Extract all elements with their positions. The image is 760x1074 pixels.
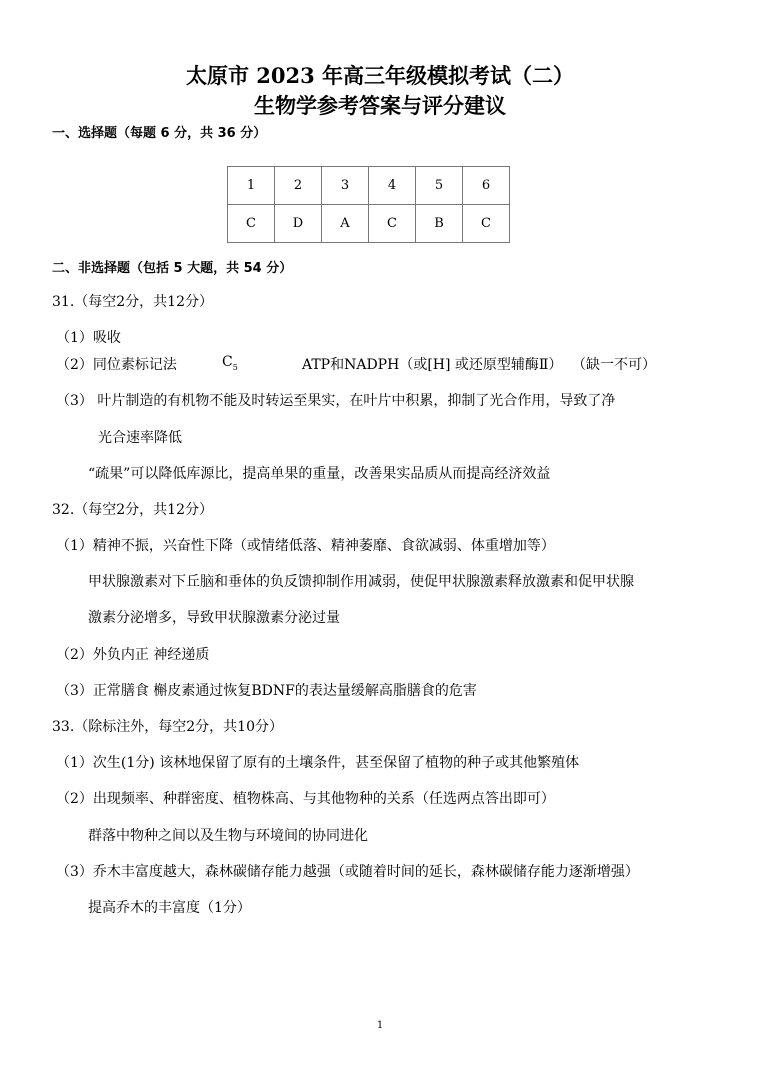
table-cell-answer: C: [228, 205, 275, 243]
table-cell-answer: B: [416, 205, 463, 243]
answer-table: [227, 166, 510, 243]
q31-header: 31.（每空2分，共12分）: [52, 294, 213, 310]
q33-answer-3-line2: 提高乔木的丰富度（1分）: [88, 900, 251, 916]
table-row-numbers: [228, 167, 510, 205]
q31-c-subscript: 5: [232, 362, 238, 372]
section-heading-nonchoice: 二、非选择题（包括 5 大题，共 54 分）: [52, 261, 293, 276]
table-cell-answer: C: [369, 205, 416, 243]
page-subtitle: 生物学参考答案与评分建议: [254, 93, 506, 118]
table-cell-number: 1: [228, 167, 275, 205]
q32-answer-1-line3: 激素分泌增多，导致甲状腺激素分泌过量: [88, 610, 340, 626]
q32-answer-1: （1）精神不振，兴奋性下降（或情绪低落、精神萎靡、食欲减弱、体重增加等）: [56, 538, 555, 554]
table-row-answers: [228, 205, 510, 243]
q31-answer-1: （1）吸收: [56, 330, 121, 346]
table-cell-answer: D: [275, 205, 322, 243]
page-title: 太原市 2023 年高三年级模拟考试（二）: [185, 63, 575, 88]
table-cell-number: 5: [416, 167, 463, 205]
table-cell-number: 2: [275, 167, 322, 205]
q32-answer-2: （2）外负内正 神经递质: [56, 647, 210, 663]
q31-answer-2-note: （缺一不可）: [572, 357, 656, 373]
q31-answer-3-line3: “疏果”可以降低库源比，提高单果的重量，改善果实品质从而提高经济效益: [88, 466, 551, 482]
q33-header: 33.（除标注外，每空2分，共10分）: [52, 719, 283, 735]
q31-answer-2-c5: [222, 354, 238, 372]
q33-answer-1: （1）次生(1分) 该林地保留了原有的土壤条件，甚至保留了植物的种子或其他繁殖体: [56, 755, 580, 771]
table-cell-answer: C: [463, 205, 510, 243]
table-cell-number: 6: [463, 167, 510, 205]
q31-answer-2-label: （2）同位素标记法: [56, 357, 177, 373]
table-cell-answer: A: [322, 205, 369, 243]
table-cell-number: 4: [369, 167, 416, 205]
q33-answer-2-line2: 群落中物种之间以及生物与环境间的协同进化: [88, 828, 368, 844]
q32-answer-3: （3）正常膳食 槲皮素通过恢复BDNF的表达量缓解高脂膳食的危害: [56, 683, 477, 699]
q31-answer-3-line1: （3） 叶片制造的有机物不能及时转运至果实，在叶片中积累，抑制了光合作用，导致了净: [56, 393, 616, 409]
q33-answer-3: （3）乔木丰富度越大，森林碳储存能力越强（或随着时间的延长，森林碳储存能力逐渐增强）: [56, 864, 639, 880]
q33-answer-2: （2）出现频率、种群密度、植物株高、与其他物种的关系（任选两点答出即可）: [56, 791, 555, 807]
table-cell-number: 3: [322, 167, 369, 205]
q31-answer-2-atp: ATP和NADPH（或[H] 或还原型辅酶Ⅱ）: [302, 357, 563, 373]
page-number: 1: [376, 1020, 384, 1031]
section-heading-choice: 一、选择题（每题 6 分，共 36 分）: [52, 126, 267, 141]
q31-c-text: C: [222, 354, 233, 370]
q32-answer-1-line2: 甲状腺激素对下丘脑和垂体的负反馈抑制作用减弱，使促甲状腺激素释放激素和促甲状腺: [88, 574, 634, 590]
q31-answer-3-line2: 光合速率降低: [98, 430, 182, 446]
q32-header: 32.（每空2分，共12分）: [52, 502, 213, 518]
